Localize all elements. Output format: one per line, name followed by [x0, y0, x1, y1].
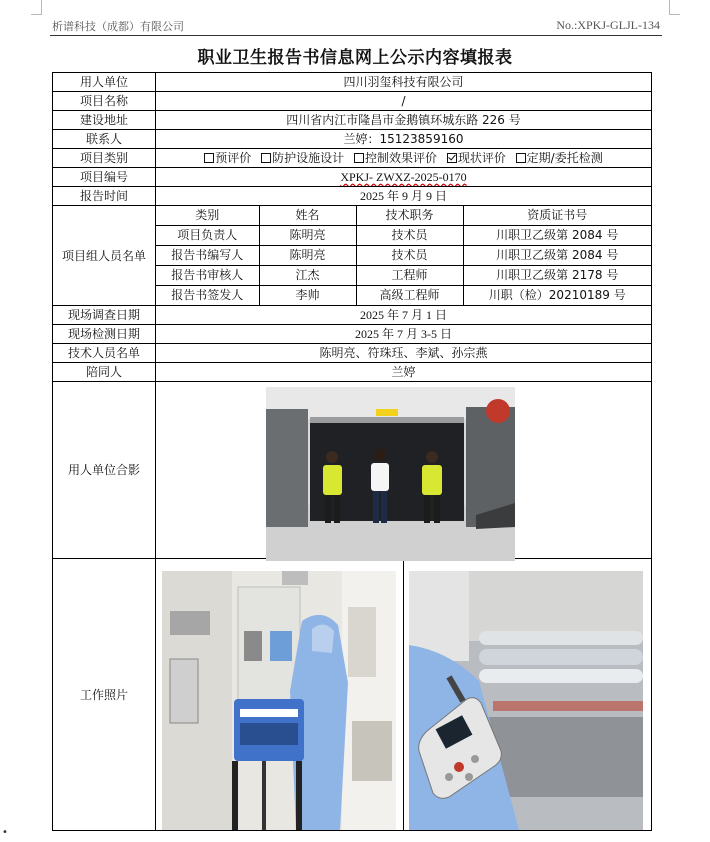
- project-name-value: /: [156, 92, 652, 111]
- photo-divider: [403, 559, 404, 830]
- team-cell-title: 高级工程师: [356, 286, 463, 306]
- row-category: [53, 149, 652, 168]
- category-option[interactable]: 现状评价: [447, 151, 506, 165]
- team-cell-name: 李帅: [259, 286, 356, 306]
- team-cell-certificate: 川职卫乙级第 2178 号: [463, 266, 651, 286]
- corner-mark-top-right: [669, 0, 680, 15]
- escort-label: 陪同人: [53, 363, 156, 382]
- address-label: 建设地址: [53, 111, 156, 130]
- team-label: 项目组人员名单: [53, 206, 156, 306]
- category-option[interactable]: 定期/委托检测: [516, 151, 603, 165]
- row-report-date: [53, 187, 652, 206]
- team-cell-title: 技术员: [356, 246, 463, 266]
- row-employer: [53, 73, 652, 92]
- checkbox-icon[interactable]: [204, 153, 214, 163]
- team-cell-category: 报告书签发人: [156, 286, 259, 306]
- team-header-name: 姓名: [259, 206, 356, 226]
- test-date-value: 2025 年 7 月 3-5 日: [156, 325, 652, 344]
- tech-staff-value: 陈明亮、符珠珏、李斌、孙宗燕: [156, 344, 652, 363]
- team-header-row: [156, 206, 651, 226]
- warning-sign-icon: [376, 409, 398, 416]
- team-row: [156, 286, 651, 306]
- page-title: 职业卫生报告书信息网上公示内容填报表: [197, 48, 513, 68]
- row-escort: [53, 363, 652, 382]
- team-cell-name: 陈明亮: [259, 246, 356, 266]
- employer-value: 四川羽玺科技有限公司: [156, 73, 652, 92]
- row-project-name: [53, 92, 652, 111]
- row-contact: [53, 130, 652, 149]
- team-cell-certificate: 川职（检）20210189 号: [488, 288, 626, 302]
- address-value: 四川省内江市隆昌市金鹅镇环城东路 226 号: [156, 111, 652, 130]
- survey-date-value: 2025 年 7 月 1 日: [156, 306, 652, 325]
- work-photo-right-image: [409, 571, 643, 830]
- contact-value: 兰婷：15123859160: [156, 130, 652, 149]
- header-rule: [50, 35, 662, 36]
- team-cell-title: 技术员: [356, 226, 463, 246]
- category-label: 项目类别: [53, 149, 156, 168]
- group-photo: [266, 387, 515, 561]
- team-row: [156, 246, 651, 266]
- header-doc-number: No.:XPKJ-GLJL-134: [556, 18, 660, 32]
- tech-staff-label: 技术人员名单: [53, 344, 156, 363]
- row-project-number: [53, 168, 652, 187]
- row-team: [53, 206, 652, 306]
- survey-date-label: 现场调查日期: [53, 306, 156, 325]
- team-cell-certificate: 川职卫乙级第 2084 号: [463, 246, 651, 266]
- report-date-label: 报告时间: [53, 187, 156, 206]
- work-photo-left: [162, 571, 396, 830]
- footer-mark: •: [2, 827, 8, 838]
- team-table: [156, 206, 651, 305]
- checkbox-checked-icon[interactable]: [447, 153, 457, 163]
- group-photo-image: [266, 387, 515, 561]
- escort-value: 兰婷: [156, 363, 652, 382]
- checkbox-icon[interactable]: [261, 153, 271, 163]
- work-photo-right: [409, 571, 643, 830]
- checkbox-icon[interactable]: [354, 153, 364, 163]
- team-header-certificate: 资质证书号: [463, 206, 651, 226]
- team-cell-name: 江杰: [259, 266, 356, 286]
- test-date-label: 现场检测日期: [53, 325, 156, 344]
- category-option[interactable]: 控制效果评价: [354, 151, 437, 165]
- report-date-value: 2025 年 9 月 9 日: [156, 187, 652, 206]
- contact-label: 联系人: [53, 130, 156, 149]
- team-cell-name: 陈明亮: [259, 226, 356, 246]
- team-header-title: 技术职务: [356, 206, 463, 226]
- team-cell-category: 项目负责人: [156, 226, 259, 246]
- team-cell-category: 报告书编写人: [156, 246, 259, 266]
- row-survey-date: [53, 306, 652, 325]
- row-tech-staff: [53, 344, 652, 363]
- category-option[interactable]: 防护设施设计: [261, 151, 344, 165]
- row-address: [53, 111, 652, 130]
- corner-mark-top-left: [31, 0, 42, 15]
- team-row: [156, 266, 651, 286]
- row-test-date: [53, 325, 652, 344]
- employer-label: 用人单位: [53, 73, 156, 92]
- work-photo-label: 工作照片: [53, 559, 156, 831]
- project-number-value: XPKJ- ZWXZ-2025-0170: [156, 168, 652, 187]
- category-options: [156, 149, 652, 168]
- team-row: [156, 226, 651, 246]
- team-cell-title: 工程师: [356, 266, 463, 286]
- project-name-label: 项目名称: [53, 92, 156, 111]
- team-cell-category: 报告书审核人: [156, 266, 259, 286]
- checkbox-icon[interactable]: [516, 153, 526, 163]
- team-header-category: 类别: [156, 206, 259, 226]
- category-option[interactable]: 预评价: [204, 151, 251, 165]
- team-cell-certificate: 川职卫乙级第 2084 号: [463, 226, 651, 246]
- header-company: 析谱科技（成都）有限公司: [52, 20, 184, 33]
- group-photo-label: 用人单位合影: [53, 382, 156, 559]
- work-photo-left-image: [162, 571, 396, 830]
- project-number-label: 项目编号: [53, 168, 156, 187]
